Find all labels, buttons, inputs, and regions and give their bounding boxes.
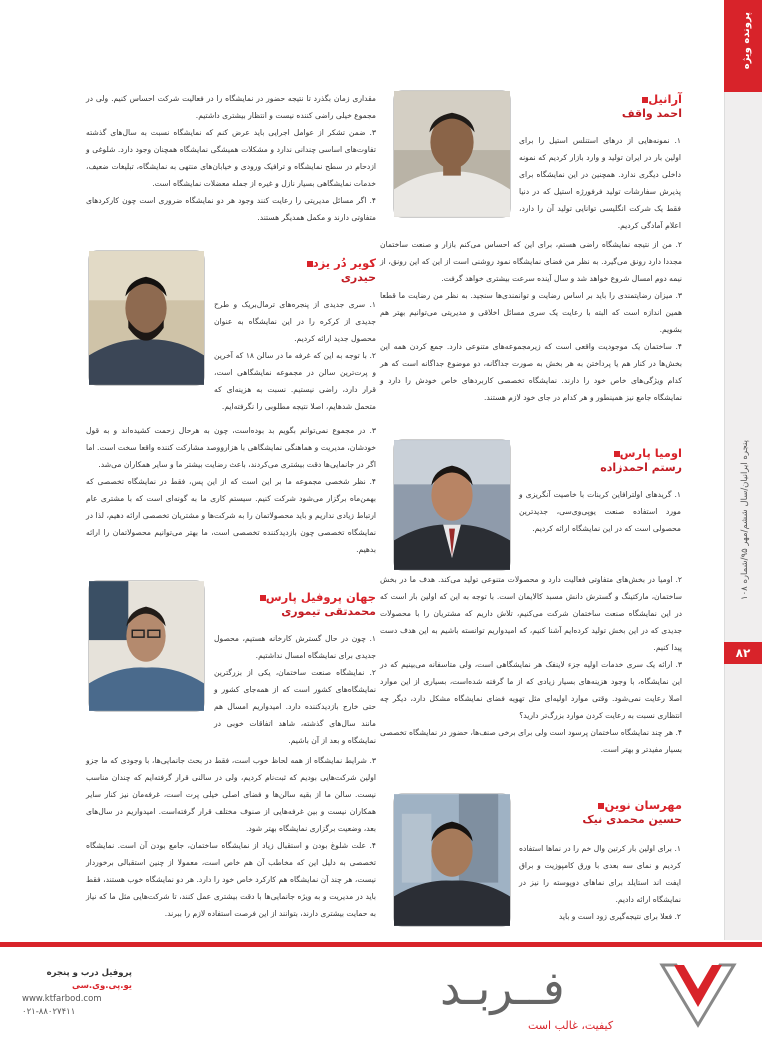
portrait-photo-icon [89, 581, 204, 711]
person-name: محمدتقی تیموری [281, 605, 376, 618]
article-intro: ۱. نمونه‌هایی از درهای استنلس استیل را برای اولین بار در ایران تولید و وارد بازار کردیم که نمونه داخلی دیگری ندارد. همچنین در این نمایشگاه برای پذیرش سفارشات تولید فرفورژه استیل که در دنیا فقط یک شرکت انگلیسی توانایی تولید آن را دارد، اعلام آمادگی کردیم. [519, 136, 681, 230]
portrait-photo [393, 90, 511, 218]
running-head: پنجره ایرانیان/سال ششم/مهر ۹۵/شماره ۱۰۸ [740, 440, 750, 600]
portrait-photo-icon [394, 440, 510, 570]
portrait-photo-icon [394, 91, 510, 217]
person-name: حیدری [340, 271, 376, 284]
article-header [206, 256, 376, 285]
page-number: ۸۲ [724, 642, 762, 664]
portrait-photo [88, 250, 205, 386]
person-name: احمد واقف [621, 107, 682, 120]
advert-website[interactable]: www.ktfarbod.com [22, 994, 102, 1004]
sidebar [724, 0, 762, 940]
portrait-photo [88, 580, 205, 712]
article-header [206, 590, 376, 619]
portrait-photo-icon [89, 251, 204, 385]
article-intro: ۱. سری جدیدی از پنجره‌های ترمال‌بریک و طرح جدیدی از کرکره را در این نمایشگاه به عنوان محصول جدید ارائه کردیم. ۲. با توجه به این که غرفه ما در سالن ۱۸ که آخرین و پرت‌ترین سالن در مجموعه نمایشگاهی است، قرار دارد، راضی نیستیم. نسبت به هزینه‌ای که متحمل شدهایم، اصلا نتیجه مطلوبی را نگرفته‌ایم. [214, 300, 376, 411]
person-name: رستم احمدزاده [600, 461, 682, 474]
company-name: کویر دُر یزد [206, 256, 376, 270]
farbod-chevron-logo-icon [658, 959, 738, 1031]
article-body: ۲. من از نتیجه نمایشگاه راضی هستم، برای این که احساس می‌کنم بازار و صنعت ساختمان مجددا دارد رونق می‌گیرد. به نظر من فضای نمایشگاه نمود روشنی است از این که این رونق، از نیمه دوم امسال شروع خواهد شد و سال آینده سرعت بیشتری خواهد گرفت. ۳. میزان رضایتمندی را باید بر اساس رضایت و توانمندی‌ها سنجید. به نظر من رضایت ما قطعا همین اندازه است که البته با رعایت یک سری مسائل اخلاقی و مدیریتی می‌توانیم بهتر هم بشویم. ۴. ساختمان یک موجودیت واقعی است که زیرمجموعه‌های متنوعی دارد. جمع کردن همه این بخش‌ها در کنار هم یا پرداختن به هر بخش به صورت جداگانه، دو موضوع جداگانه است که هر کدام ویژگی‌های خاص خود را دارند. نمایشگاه تخصصی کاربردهای خاص خودش را دارد و نمایشگاه جامع نیز همینطور و هر کدام در جای خود لازم هستند. [380, 240, 682, 402]
footer-advert [0, 947, 762, 1045]
article-body: ۳. شرایط نمایشگاه از همه لحاظ خوب است، فقط در بحث جانمایی‌ها، با وجودی که ما جزو اولین شرکت‌هایی بودیم که ثبت‌نام کردیم، ولی در سالنی قرار گرفته‌ایم که چندان مناسب نیست. سالن ما از بقیه سالن‌ها و فضای اصلی خیلی پرت است، غرفه‌مان نیز کنار سایر همکاران نیست و بین غرفه‌هایی از صنوف مختلف قرار گرفته‌است. امیدواریم در سال‌های بعد، وضعیت برگزاری نمایشگاه بهتر شود. ۴. علت شلوغ بودن و استقبال زیاد از نمایشگاه ساختمان، جامع بودن آن است. نمایشگاه تخصصی به دلیل این که مخاطب آن هم خاص است، معمولا از چنین استقبالی برخوردار نیست، هر چند آن نمایشگاه هم کارکرد خاص خود را دارد. هر دو نمایشگاه خوب هستند، فقط باید در مدیریت و به ویژه جانمایی‌ها با دقت بیشتری عمل کنند، تا شرکت‌هایی مثل ما که نیاز به حمایت بیشتری دارند، بتوانند از این فرصت استفاده لازم را ببرند. [86, 756, 376, 918]
article-intro: ۱. برای اولین بار کرتین وال خم را در نماها استفاده کردیم و نمای سه بعدی با ورق کامپوزیت و براق ایفت اند استایلد برای نماهای دوپوسته را نیز در نمایشگاه ارائه دادیم. ۲. فعلا برای نتیجه‌گیری زود است و باید [519, 844, 681, 921]
brand-logo-text: فــربـد [440, 961, 565, 1015]
article-intro: ۱. چون در حال گسترش کارخانه هستیم، محصول جدیدی برای نمایشگاه امسال نداشتیم. ۲. نمایشگاه صنعت ساختمان، یکی از بزرگترین نمایشگاه‌های کشور است که از همه‌جای کشور و حتی خارج بازدیدکننده دارد. امیدواریم امسال هم مانند سال‌های گذشته، شاهد اتفاقات خوبی در نمایشگاه و بعد از آن باشیم. [214, 634, 376, 745]
section-tab [724, 0, 762, 92]
portrait-photo [393, 793, 511, 927]
article-body: ۲. اومیا در بخش‌های متفاوتی فعالیت دارد و محصولات متنوعی تولید می‌کند. هدف ما در بخش ساختمان، مارکتینگ و گسترش دانش مسبد کالایمان است. با توجه به این که اولین بار است که در این نمایشگاه صنعت ساختمان شرکت می‌کنیم، تلاش داریم که مشتریان را با محصولات جدیدی که در این بخش تولید کرده‌ایم آشنا کنیم، که امیدواریم توانسته باشیم به این هدف دست پیدا کنیم. ۳. ارائه یک سری خدمات اولیه جزء لاینفک هر نمایشگاهی است، ولی متاسفانه می‌بینیم که در این نمایشگاه، با وجود هزینه‌های بسیار زیادی که از ما گرفته شده‌است، بسیاری از این موارد اصلا رعایت نمی‌شود. وقتی موارد اولیه‌ای مثل تهویه فضای نمایشگاه مشکل دارد، دیگر چه انتظاری نسبت به رعایت کردن موارد بزرگ‌تر دارید؟ ۴. هر چند نمایشگاه ساختمان پرسود است ولی برای برخی صنف‌ها، حضور در نمایشگاه تخصصی بسیار مفیدتر و بهتر است. [380, 575, 682, 754]
article-intro: ۱. گریدهای اولترافاین کربنات با خاصیت آنگریزی و مورد استفاده صنعت یو‌پی‌وی‌سی، جدیدترین محصولی است که در این نمایشگاه ارائه کردیم. [519, 490, 681, 533]
brand-slogan: کیفیت، غالب است [528, 1019, 614, 1032]
person-name: حسین محمدی نیک [582, 813, 682, 826]
section-title: پرونده ویژه [741, 12, 752, 70]
article-body: ۳. در مجموع نمی‌توانم بگویم بد بوده‌است، چون به هرحال زحمت کشیده‌اند و به قول خودشان، مدیریت و هماهنگی نمایشگاهی با هزار‌ووصد مشارکت کننده واقعا سخت است. اما اگر در جانمایی‌ها دقت بیشتری می‌کردند، باعث رضایت بیشتر ما و سایر همکاران می‌شد. ۴. نظر شخصی مجموعه ما بر این است که از این پس، فقط در نمایشگاه تخصصی که بهمن‌ماه برگزار می‌شود شرکت کنیم. سیستم کاری ما به گونه‌ای است که با مشتری عام ارتباط زیادی نداریم و باید محصولاتمان را به شرکت‌ها و مشتریان تخصصی ارائه دهیم، لذا در نمایشگاه تخصصی چون بازدیدکننده تخصصی است، ما بهتر می‌توانیم محصولاتمان را ارائه بدهیم. [86, 426, 376, 554]
advert-product: پروفیل درب و پنجره [46, 968, 132, 978]
article-header [512, 446, 682, 475]
advert-phone: ۰۲۱-۸۸۰۲۷۴۱۱ [22, 1007, 76, 1017]
article-header [512, 798, 682, 827]
company-name: جهان پروفیل پارس [206, 590, 376, 604]
article-header [512, 92, 682, 121]
article-continuation: مقداری زمان بگذرد تا نتیجه حضور در نمایشگاه را در فعالیت شرکت احساس کنیم. ولی در مجموع خیلی راضی کننده نیست و انتظار بیشتری داشتیم. ۳. ضمن تشکر از عوامل اجرایی باید عرض کنم که نمایشگاه نسبت به سال‌های گذشته تفاوت‌های اساسی چندانی ندارد و مشکلات همیشگی نمایشگاه همچنان وجود دارد. شلوغی و ازدحام در سطح نمایشگاه و ترافیک ورودی و خیابان‌های منتهی به نمایشگاه، تبلیغات ضعیف، خدمات نمایشگاهی بسیار نازل و غیره از جمله معضلات نمایشگاه است. ۴. اگر مسائل مدیریتی را رعایت کنند وجود هر دو نمایشگاه ضروری است چون کارکردهای متفاوتی دارند و مکمل همدیگر هستند. [86, 94, 376, 222]
advert-contact [22, 967, 132, 1019]
company-name: اومیا پارس [512, 446, 682, 460]
advert-material: یو.پی.وی.سی [71, 981, 132, 991]
company-name: آرانیل [512, 92, 682, 106]
company-name: مهرسان نوین [512, 798, 682, 812]
portrait-photo-icon [394, 794, 510, 926]
portrait-photo [393, 439, 511, 571]
